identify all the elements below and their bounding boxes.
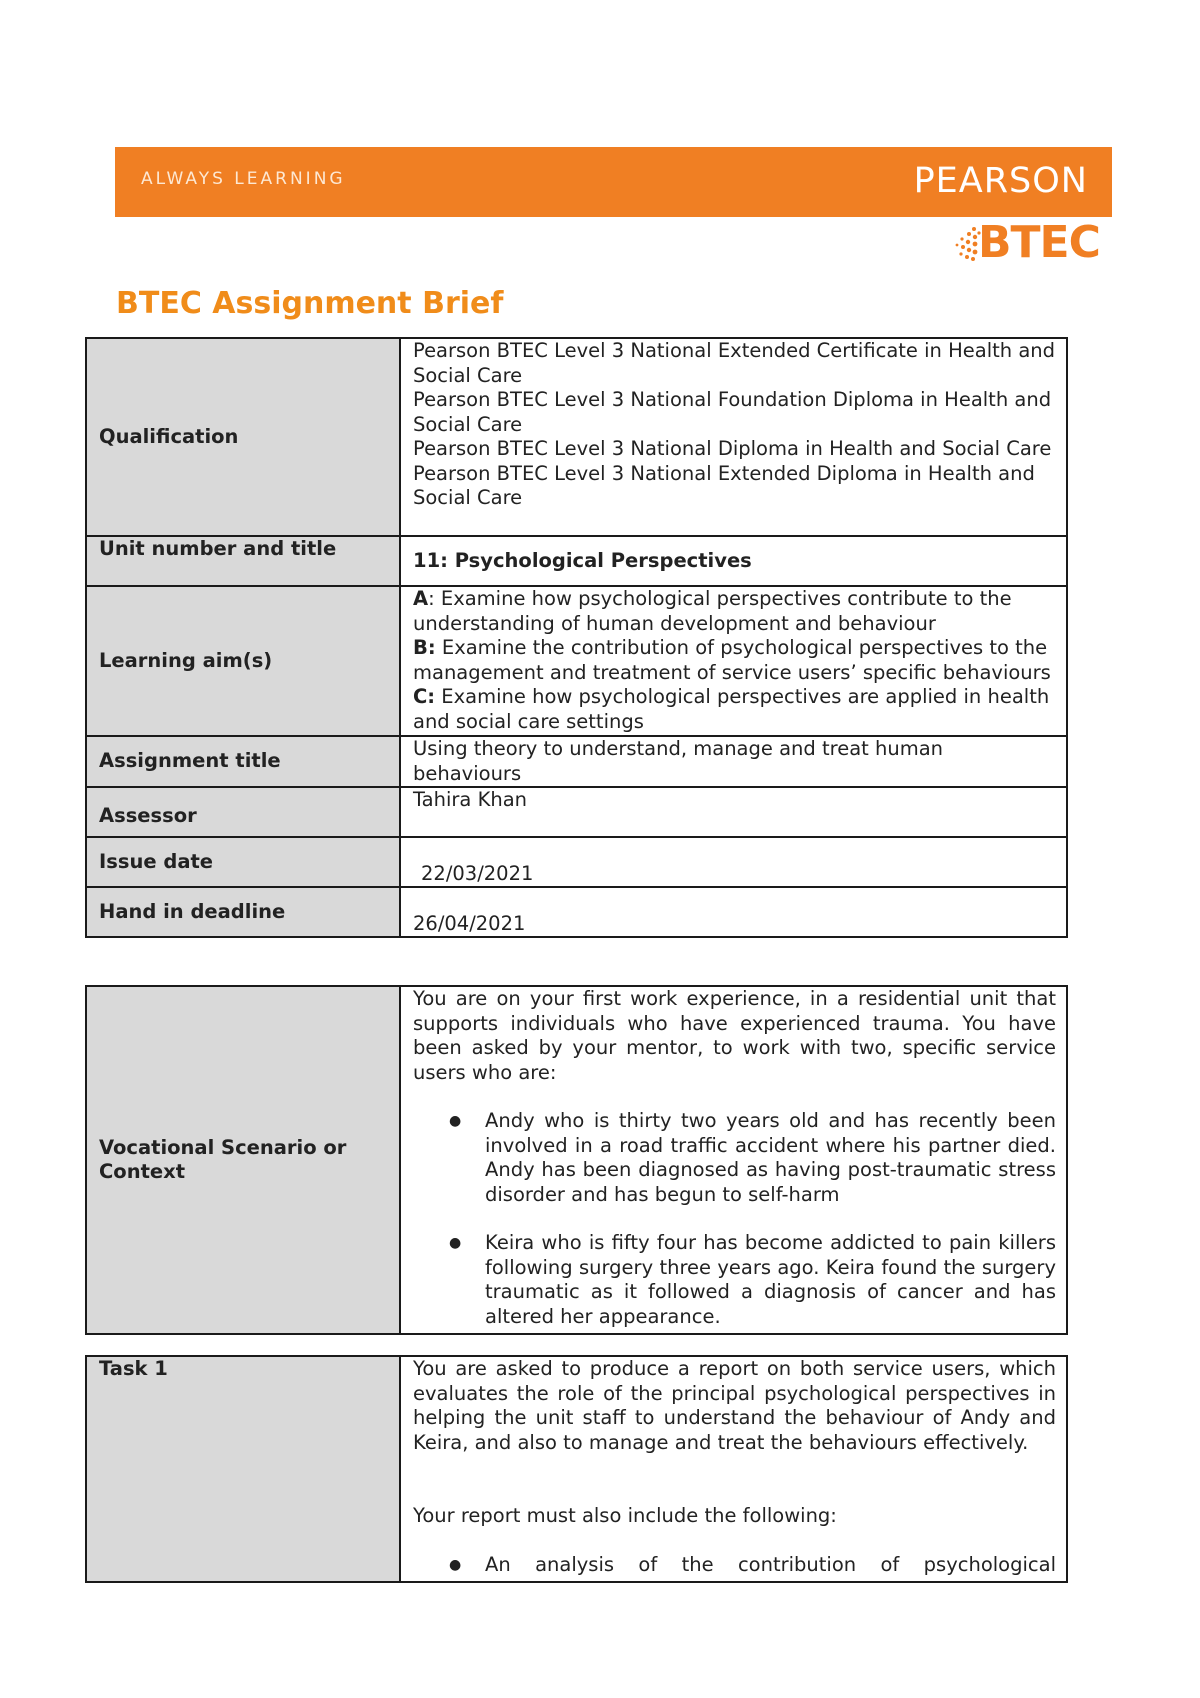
learning-aim-c: C: Examine how psychological perspectives are applied in health and social care settings bbox=[413, 685, 1050, 733]
scenario-bullet-andy: ● Andy who is thirty two years old and has recently been involved in a road traffic accident where his partner died. Andy has been diagnosed as having post-traumatic stress disorder and has begun to self-harm bbox=[485, 1109, 1056, 1207]
task1-label: Task 1 bbox=[86, 1356, 400, 1582]
task1-table bbox=[85, 1355, 1068, 1583]
qualification-item: Pearson BTEC Level 3 National Foundation Diploma in Health and Social Care bbox=[413, 388, 1052, 436]
assessor-row bbox=[86, 787, 1067, 837]
task1-content bbox=[400, 1356, 1067, 1582]
deadline-value: 26/04/2021 bbox=[400, 887, 1067, 937]
issue-date-value: 22/03/2021 bbox=[400, 837, 1067, 887]
scenario-table bbox=[85, 985, 1068, 1335]
assignment-title-label: Assignment title bbox=[86, 736, 400, 787]
qualification-item: Pearson BTEC Level 3 National Extended Diploma in Health and Social Care bbox=[413, 461, 1035, 509]
pearson-wordmark: PEARSON bbox=[913, 161, 1088, 201]
details-table bbox=[85, 337, 1068, 938]
task1-bullet: ● An analysis of the contribution of psychological bbox=[485, 1553, 1056, 1578]
assignment-title-value: Using theory to understand, manage and treat human behaviours bbox=[400, 736, 1067, 787]
task1-paragraph: You are asked to produce a report on both service users, which evaluates the role of the principal psychological perspectives in helping the unit staff to understand the behaviour of Andy and Keira, and also to manage and treat the behaviours effectively. bbox=[413, 1357, 1056, 1454]
deadline-row bbox=[86, 887, 1067, 937]
scenario-bullet-keira: ● Keira who is fifty four has become addicted to pain killers following surgery three years ago. Keira found the surgery traumatic as it followed a diagnosis of cancer and has altered her appearance. bbox=[485, 1231, 1056, 1329]
learning-aims-list bbox=[400, 586, 1067, 736]
pearson-banner bbox=[115, 147, 1112, 217]
qualification-label: Qualification bbox=[86, 338, 400, 536]
qualification-row bbox=[86, 338, 1067, 536]
page-title: BTEC Assignment Brief bbox=[116, 286, 504, 321]
unit-label: Unit number and title bbox=[86, 536, 400, 586]
issue-date-row bbox=[86, 837, 1067, 887]
learning-aim-a: A: Examine how psychological perspectives contribute to the understanding of human development and behaviour bbox=[413, 587, 1012, 635]
assignment-title-row bbox=[86, 736, 1067, 787]
scenario-content bbox=[400, 986, 1067, 1334]
assessor-label: Assessor bbox=[86, 787, 400, 837]
qualification-list bbox=[400, 338, 1067, 536]
scenario-label: Vocational Scenario or Context bbox=[86, 986, 400, 1334]
learning-aims-label: Learning aim(s) bbox=[86, 586, 400, 736]
scenario-row bbox=[86, 986, 1067, 1334]
unit-value: 11: Psychological Perspectives bbox=[400, 536, 1067, 586]
issue-date-label: Issue date bbox=[86, 837, 400, 887]
scenario-intro: You are on your first work experience, in a residential unit that supports individuals who have experienced trauma. You have been asked by your mentor, to work with two, specific service users who are: bbox=[413, 987, 1056, 1084]
task1-include-heading: Your report must also include the following: bbox=[413, 1504, 837, 1527]
btec-wordmark: BTEC bbox=[978, 217, 1100, 268]
learning-aim-b: B: Examine the contribution of psychological perspectives to the management and treatment of service users’ specific behaviours bbox=[413, 636, 1051, 684]
btec-logo bbox=[952, 219, 1122, 269]
deadline-label: Hand in deadline bbox=[86, 887, 400, 937]
learning-aims-row bbox=[86, 586, 1067, 736]
assessor-value: Tahira Khan bbox=[400, 787, 1067, 837]
qualification-item: Pearson BTEC Level 3 National Diploma in Health and Social Care bbox=[413, 437, 1052, 460]
unit-row bbox=[86, 536, 1067, 586]
task1-row bbox=[86, 1356, 1067, 1582]
banner-tagline: ALWAYS LEARNING bbox=[141, 169, 346, 189]
qualification-item: Pearson BTEC Level 3 National Extended Certificate in Health and Social Care bbox=[413, 339, 1056, 387]
